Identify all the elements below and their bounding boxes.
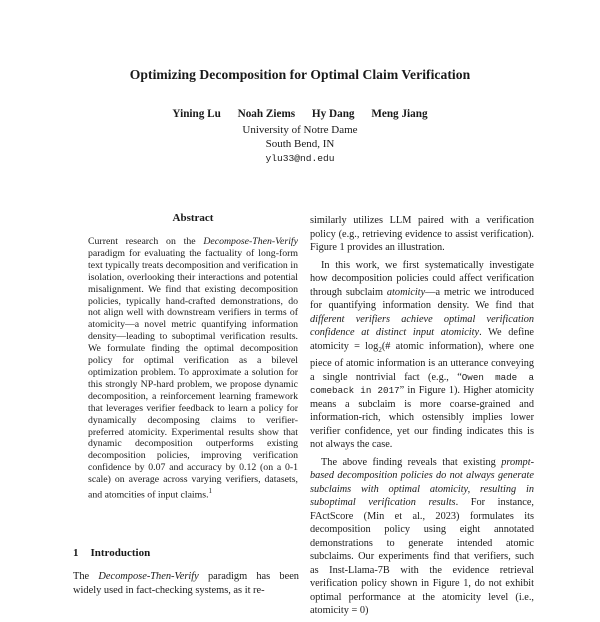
- body-paragraph: The above finding reveals that existing prompt-based decomposition policies do not always generate subclaims with optimal atomicity, resulting in suboptimal verification results. For instance, FActScore (Min et al., 2023) formulates its decomposition policy using eight annotated demonstrations to generate intended atomic subclaims. Our experiments find that verifiers, such as Inst-Llama-7B with the evidence retrieval verification policy shown in Figure 1, do not exhibit optimal performance at the atomicity level (i.e., atomicity = 0): [310, 456, 534, 617]
- location: South Bend, IN: [265, 138, 335, 150]
- paper-title: Optimizing Decomposition for Optimal Claim Verification: [129, 67, 471, 82]
- section-heading-introduction: 1 Introduction: [73, 547, 151, 559]
- body-paragraph: In this work, we first systematically investigate how decomposition policies could affect verification through subclaim atomicity—a metric we introduced for quantifying information density. We find that different verifiers achieve optimal verification confidence at distinct input atomicity. We define atomicity = $\log_2(\#$ atomic information), where one piece of atomic information is an utterance conveying a single nontrivial fact (e.g., “Owen made a comeback in 2017” in Figure 1). Higher atomicity means a subclaim is more coarse-grained and information-rich, which ostensibly implies lower verifier confidence, yet our finding indicates this is not always the case.: [310, 259, 534, 451]
- abstract-heading: Abstract: [172, 212, 214, 224]
- author-name: Yining Lu: [172, 108, 221, 120]
- right-column: [310, 214, 534, 622]
- abstract-body: Current research on the Decompose-Then-Verify paradigm for evaluating the factuality of long-form text typically treats decomposition and verification in isolation, overlooking their interactions and potential misalignment. We find that existing decomposition policies, typically hand-crafted demonstrations, do not align well with downstream verifiers in terms of atomicity—a novel metric quantifying information density—leading to suboptimal verification results. We formulate finding the optimal decomposition policy for optimal verification as a bilevel optimization problem. To approximate a solution for this strongly NP-hard problem, we propose dynamic decomposition, a reinforcement learning framework that leverages verifier feedback to learn a policy for dynamically decomposing claims to verifier-preferred atomicity. Experimental results show that dynamic decomposition outperforms existing decomposition policies, improving verification confidence by 0.07 and accuracy by 0.12 (on a 0-1 scale) on average across varying verifiers, datasets, and atomcities of input claims.$^1$: [88, 236, 298, 501]
- intro-paragraph: The Decompose-Then-Verify paradigm has been widely used in fact-checking systems, as it re-: [73, 571, 299, 596]
- affiliation: University of Notre Dame: [242, 124, 358, 136]
- footnote-marker[interactable]: 1: [208, 487, 213, 496]
- author-name: Noah Ziems: [237, 108, 296, 120]
- author-name: Hy Dang: [311, 108, 355, 120]
- body-paragraph: similarly utilizes LLM paired with a verification policy (e.g., retrieving evidence to assist verification). Figure 1 provides an illustration.: [310, 215, 534, 253]
- author-list: [0, 108, 600, 120]
- author-email[interactable]: ylu33@nd.edu: [265, 153, 335, 164]
- author-name: Meng Jiang: [371, 108, 428, 120]
